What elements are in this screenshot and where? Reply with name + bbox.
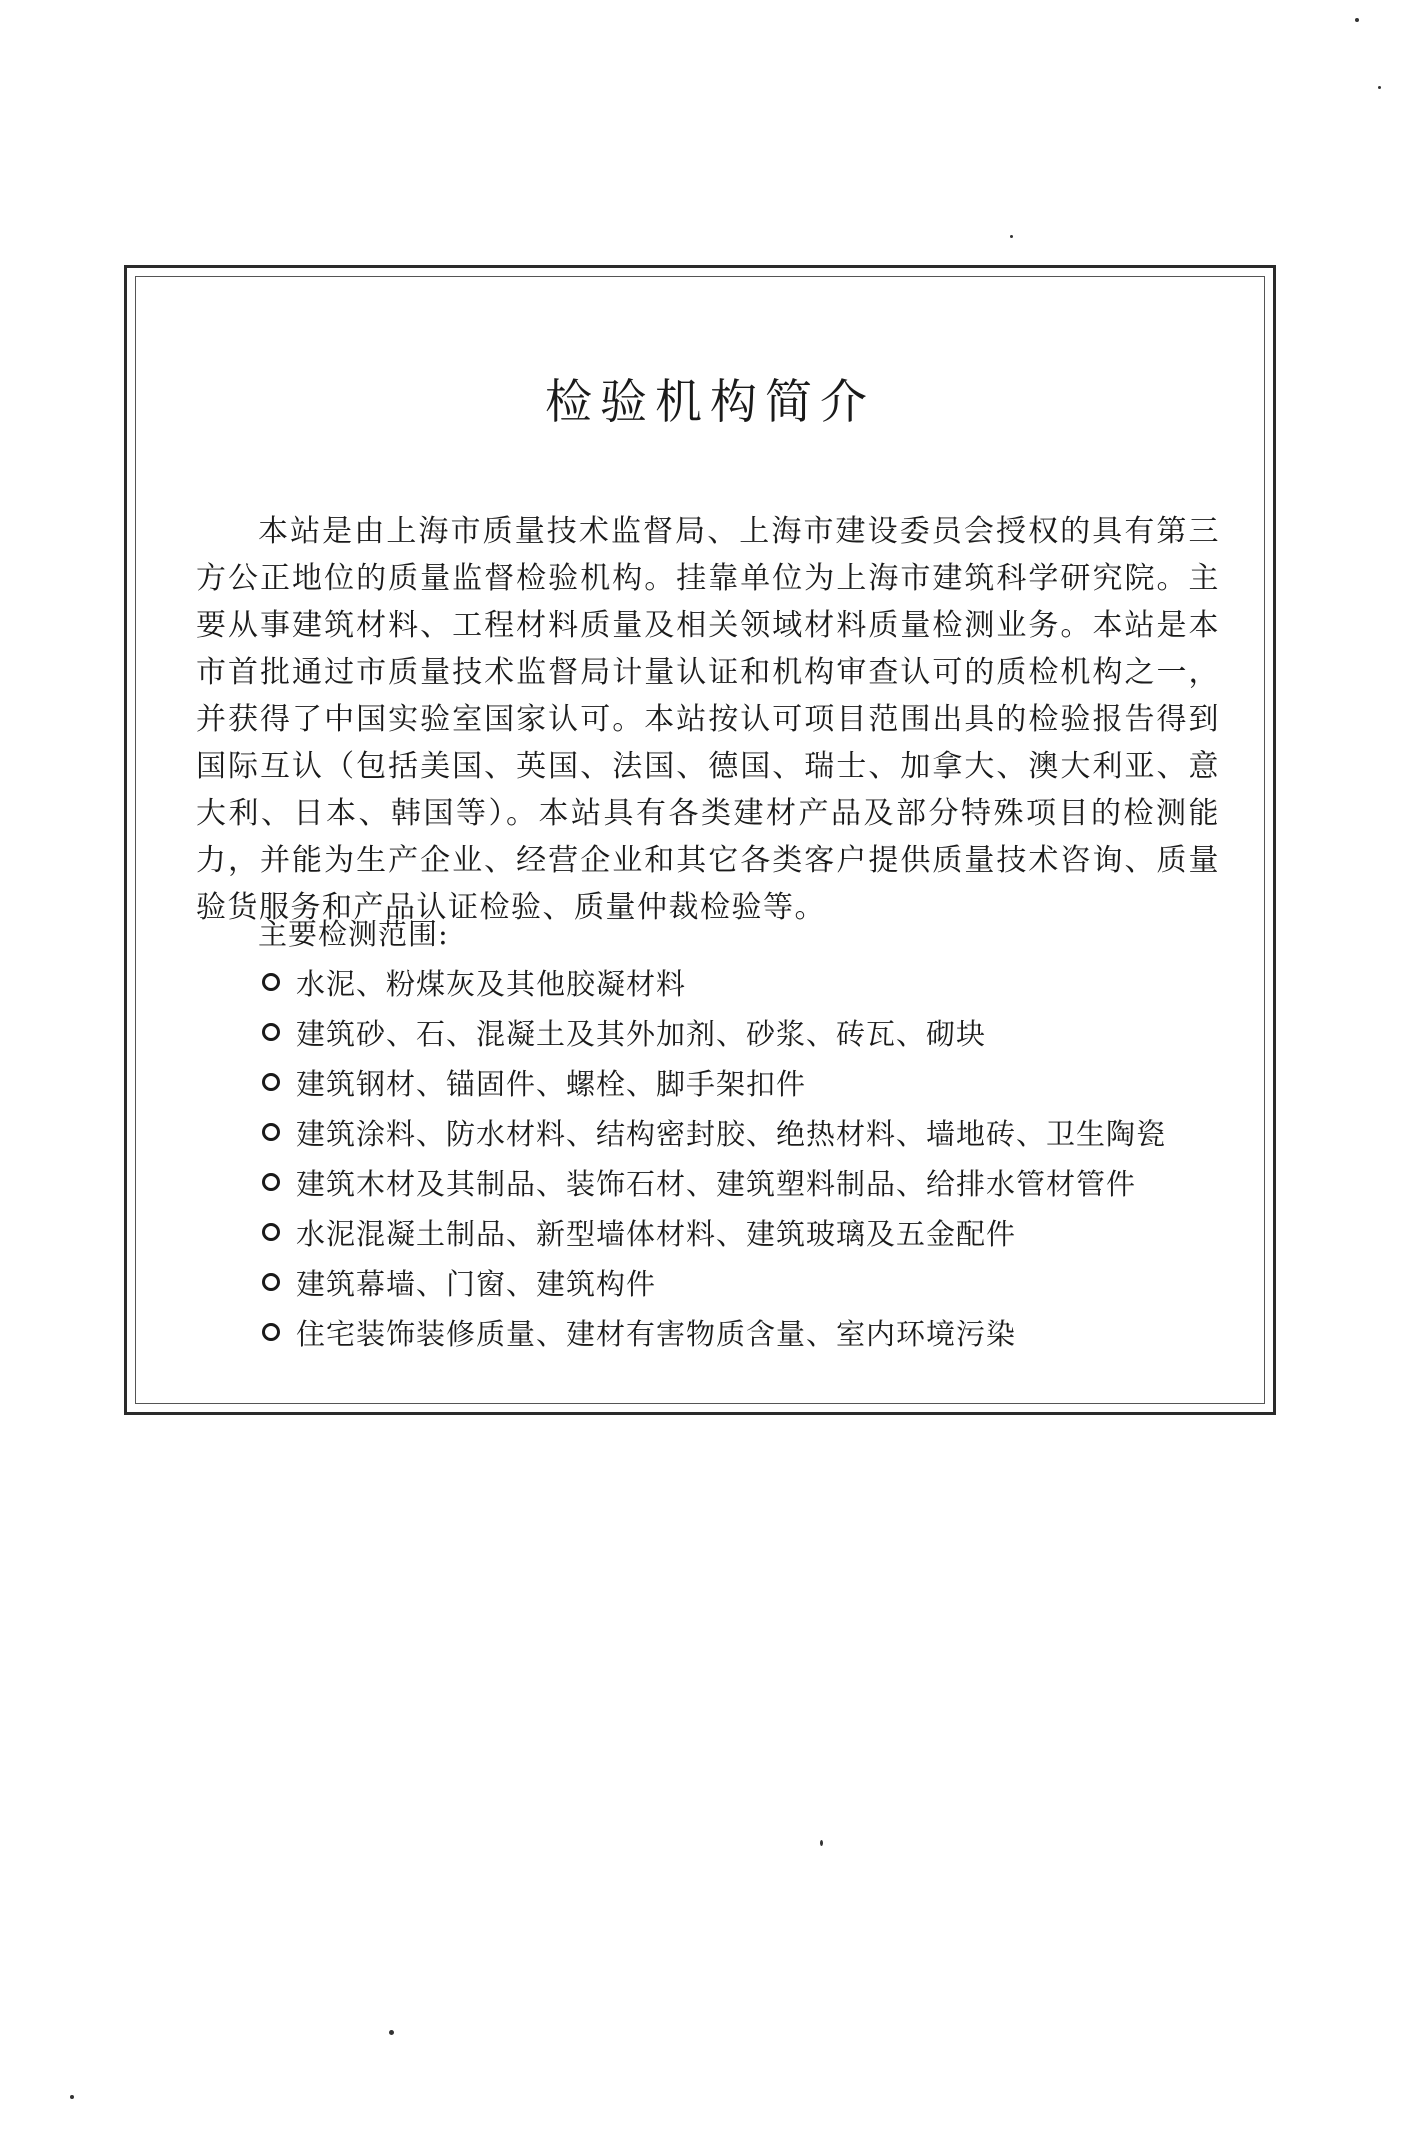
scope-item-label: 建筑幕墙、门窗、建筑构件 [296,1266,657,1301]
scope-item [262,1107,1166,1157]
scope-item-label: 水泥混凝土制品、新型墙体材料、建筑玻璃及五金配件 [296,1216,1017,1251]
scope-item [262,1257,1166,1307]
scope-item [262,1057,1166,1107]
scope-item [262,1007,1166,1057]
scope-item-label: 建筑钢材、锚固件、螺栓、脚手架扣件 [296,1066,807,1101]
intro-paragraph: 本站是由上海市质量技术监督局、上海市建设委员会授权的具有第三方公正地位的质量监督检验机构。挂靠单位为上海市建筑科学研究院。主要从事建筑材料、工程材料质量及相关领域材料质量检测业务。本站是本市首批通过市质量技术监督局计量认证和机构审查认可的质检机构之一，并获得了中国实验室国家认可。本站按认可项目范围出具的检验报告得到国际互认（包括美国、英国、法国、德国、瑞士、加拿大、澳大利亚、意大利、日本、韩国等）。本站具有各类建材产品及部分特殊项目的检测能力，并能为生产企业、经营企业和其它各类客户提供质量技术咨询、质量验货服务和产品认证检验、质量仲裁检验等。 [196,514,1220,925]
scope-item-label: 水泥、粉煤灰及其他胶凝材料 [296,966,687,1001]
page-title: 检验机构简介 [545,375,875,430]
scan-speck [1355,18,1359,22]
circle-bullet-icon [262,1073,280,1091]
scope-list [262,957,1166,1357]
scope-item [262,1207,1166,1257]
circle-bullet-icon [262,1273,280,1291]
scope-item [262,1157,1166,1207]
circle-bullet-icon [262,1123,280,1141]
scope-item [262,1307,1166,1357]
scope-item-label: 建筑砂、石、混凝土及其外加剂、砂浆、砖瓦、砌块 [296,1016,987,1051]
scan-speck [389,2030,394,2035]
circle-bullet-icon [262,1173,280,1191]
circle-bullet-icon [262,1323,280,1341]
circle-bullet-icon [262,973,280,991]
scope-item [262,957,1166,1007]
scan-speck [1378,86,1381,89]
scan-speck [820,1840,823,1846]
circle-bullet-icon [262,1023,280,1041]
circle-bullet-icon [262,1223,280,1241]
scope-item-label: 建筑涂料、防水材料、结构密封胶、绝热材料、墙地砖、卫生陶瓷 [296,1116,1167,1151]
scope-heading: 主要检测范围: [258,917,449,951]
scope-item-label: 建筑木材及其制品、装饰石材、建筑塑料制品、给排水管材管件 [296,1166,1137,1201]
scan-speck [1010,235,1013,238]
scope-item-label: 住宅装饰装修质量、建材有害物质含量、室内环境污染 [296,1316,1017,1351]
scan-speck [70,2095,74,2099]
